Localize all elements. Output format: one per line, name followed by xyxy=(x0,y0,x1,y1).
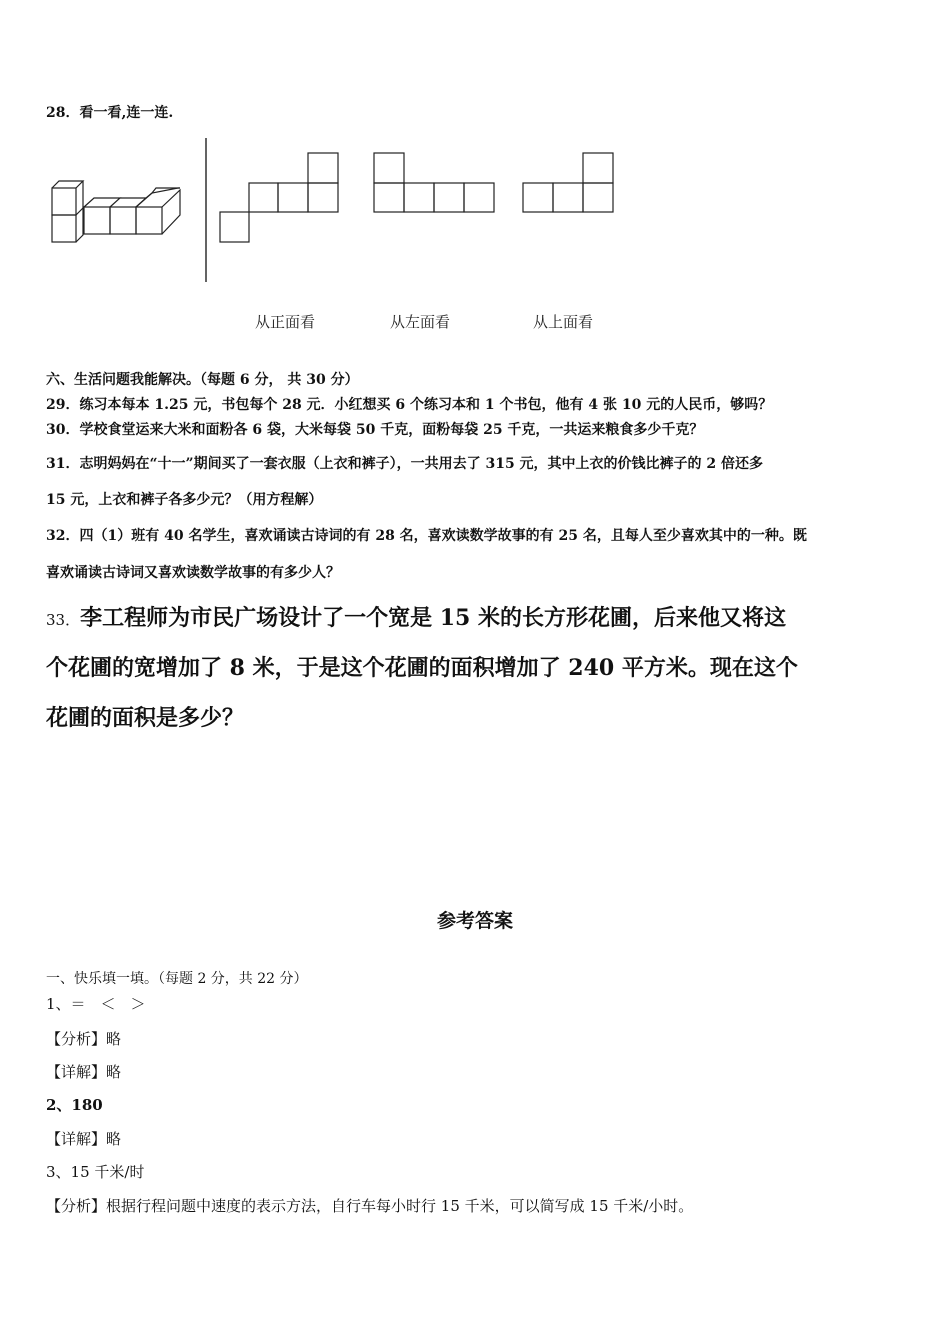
answer-1-analysis: 【分析】略 xyxy=(46,1030,122,1048)
cube-model xyxy=(52,181,180,242)
q32-line1: 32．四（1）班有 40 名学生，喜欢诵读古诗词的有 28 名，喜欢读数学故事的有 25 名，且每人至少喜欢其中的一种。既 xyxy=(46,528,807,544)
q29-text: 29．练习本每本 1.25 元，书包每个 28 元．小红想买 6 个练习本和 1 个书包，他有 4 张 10 元的人民币，够吗？ xyxy=(46,397,773,413)
q33-line3: 花圃的面积是多少？ xyxy=(46,705,245,731)
answers-section1: 一、快乐填一填。（每题 2 分，共 22 分） xyxy=(46,971,308,987)
q31-line2: 15 元，上衣和裤子各多少元？（用方程解） xyxy=(46,492,323,508)
view-label-left: 从左面看 xyxy=(390,313,451,331)
three-views-figure xyxy=(40,130,640,285)
q28-text: 28．看一看,连一连. xyxy=(46,105,174,121)
answer-2: 2、180 xyxy=(46,1096,103,1114)
q30-text: 30．学校食堂运来大米和面粉各 6 袋，大米每袋 50 千克，面粉每袋 25 千克，一共运来粮食多少千克？ xyxy=(46,422,704,438)
section6-heading: 六、生活问题我能解决。（每题 6 分， 共 30 分） xyxy=(46,372,359,388)
answer-3: 3、15 千米/时 xyxy=(46,1163,145,1181)
answer-2-detail: 【详解】略 xyxy=(46,1130,122,1148)
answer-1-detail: 【详解】略 xyxy=(46,1063,122,1081)
answer-1: 1、＝ ＜ ＞ xyxy=(46,995,146,1013)
view-shape-2 xyxy=(374,153,494,212)
view-label-front: 从正面看 xyxy=(255,313,316,331)
q31-line1: 31．志明妈妈在“十一”期间买了一套衣服（上衣和裤子），一共用去了 315 元，其中上衣的价钱比裤子的 2 倍还多 xyxy=(46,456,764,472)
q32-line2: 喜欢诵读古诗词又喜欢读数学故事的有多少人？ xyxy=(46,565,340,581)
answer-3-analysis: 【分析】根据行程问题中速度的表示方法，自行车每小时行 15 千米，可以简写成 15 千米/小时。 xyxy=(46,1197,694,1215)
q33-text-line1: 李工程师为市民广场设计了一个宽是 15 米的长方形花圃，后来他又将这 xyxy=(80,605,787,631)
view-shape-3 xyxy=(523,153,613,212)
view-label-top: 从上面看 xyxy=(533,313,594,331)
answers-title: 参考答案 xyxy=(436,910,513,932)
q33-number: 33． xyxy=(46,611,81,629)
q33-line1 xyxy=(46,593,906,645)
q33-line2: 个花圃的宽增加了 8 米，于是这个花圃的面积增加了 240 平方米。现在这个 xyxy=(46,655,798,681)
view-shape-1 xyxy=(220,153,338,242)
